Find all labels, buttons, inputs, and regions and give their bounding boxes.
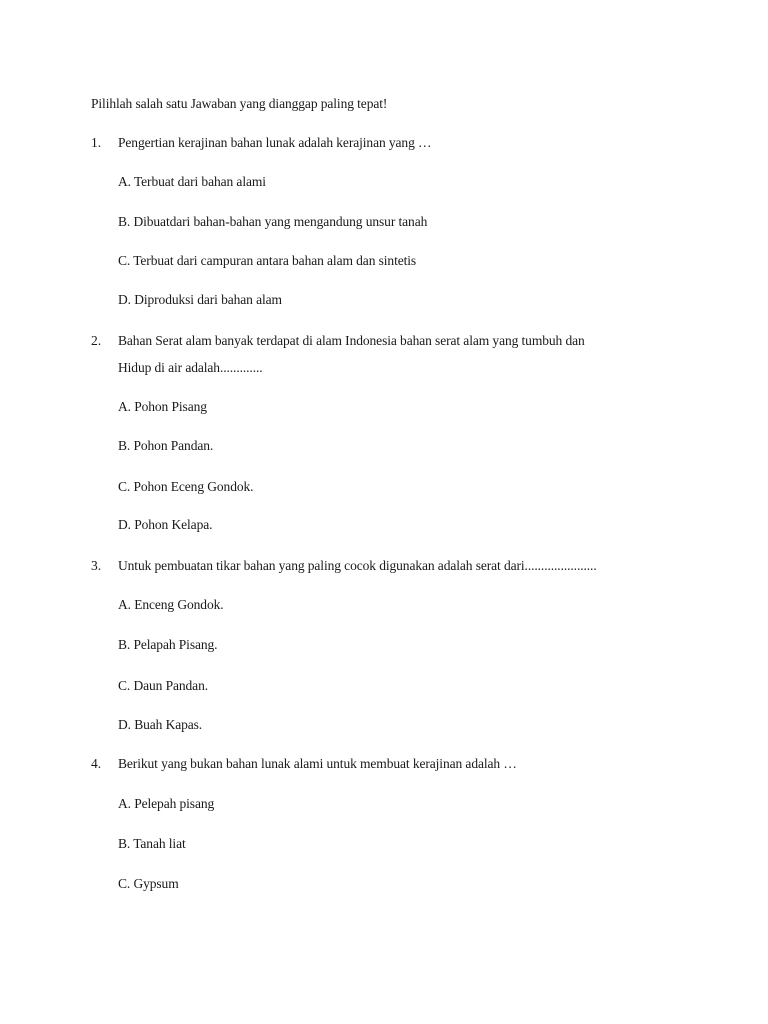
question-2-text: Bahan Serat alam banyak terdapat di alam Indonesia bahan serat alam yang tumbuh dan	[118, 333, 585, 348]
question-4-text: Berikut yang bukan bahan lunak alami untuk membuat kerajinan adalah …	[118, 756, 517, 771]
instruction-text: Pilihlah salah satu Jawaban yang dianggap paling tepat!	[91, 96, 388, 111]
question-2-option-c: C. Pohon Eceng Gondok.	[118, 479, 254, 494]
question-2-number: 2.	[91, 333, 102, 348]
question-3-option-a: A. Enceng Gondok.	[118, 597, 224, 612]
question-3-option-b: B. Pelapah Pisang.	[118, 637, 218, 652]
question-1-number: 1.	[91, 135, 102, 150]
question-1-option-c: C. Terbuat dari campuran antara bahan alam dan sintetis	[118, 253, 417, 268]
question-3-number: 3.	[91, 558, 102, 573]
question-1-option-d: D. Diproduksi dari bahan alam	[118, 292, 282, 307]
question-2-option-b: B. Pohon Pandan.	[118, 438, 214, 453]
question-2-option-d: D. Pohon Kelapa.	[118, 517, 213, 532]
question-1-option-a: A. Terbuat dari bahan alami	[118, 174, 266, 189]
question-1-option-b: B. Dibuatdari bahan-bahan yang mengandung unsur tanah	[118, 214, 428, 229]
question-4-option-a: A. Pelepah pisang	[118, 796, 215, 811]
question-3-option-d: D. Buah Kapas.	[118, 717, 203, 732]
question-2-text-line2: Hidup di air adalah.............	[118, 360, 263, 375]
question-3-option-c: C. Daun Pandan.	[118, 678, 208, 693]
question-1-text: Pengertian kerajinan bahan lunak adalah kerajinan yang …	[118, 135, 432, 150]
question-4-option-c: C. Gypsum	[118, 876, 179, 891]
question-2-option-a: A. Pohon Pisang	[118, 399, 207, 414]
question-4-number: 4.	[91, 756, 102, 771]
question-4-option-b: B. Tanah liat	[118, 836, 186, 851]
question-3-text: Untuk pembuatan tikar bahan yang paling cocok digunakan adalah serat dari......................	[118, 558, 597, 573]
